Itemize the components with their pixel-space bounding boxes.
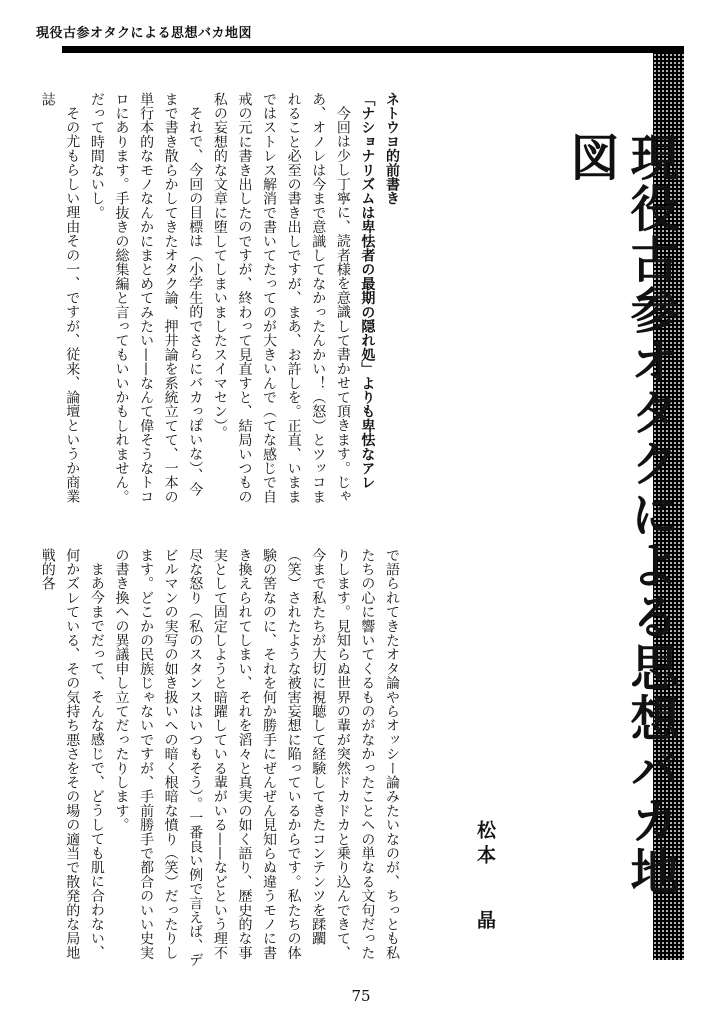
paragraph: まあ今までだって、そんな感じで、どうしても肌に合わない、何かズレている、その気持ち悪さをその場の適当で散発的な局地戦的各 bbox=[39, 548, 105, 960]
paragraph: 今回は少し丁寧に、読者様を意識して書かせて頂きます。じゃあ、オノレは今まで意識してなかったんかい！（怒）とツッコまれること必至の書き出しですが、まあ、お許しを。正直、いままではストレス解消で書いてたってのが大きいんで（てな感じで自戒の元に書き出したのですが、終わって見直すと、結局いつもの私の妄想的な文章に堕してしまいましたスイマセン）。 bbox=[211, 92, 351, 504]
body-upper-block bbox=[39, 92, 404, 510]
body-lower-block bbox=[39, 548, 404, 968]
article-title: 現役古参オタクによる思想バカ地図 bbox=[563, 132, 681, 897]
author-given-name: 晶 bbox=[474, 910, 496, 935]
section-heading: ネトウヨ的前書き bbox=[384, 92, 400, 206]
paragraph: で語られてきたオタ論やらオッシー論みたいなのが、ちっとも私たちの心に響いてくるものがなかったことへの単なる文句だったりします。見知らぬ世界の輩が突然ドカドカと乗り込んできて、今まで私たちが大切に視聴して経験してきたコンテンツを蹂躙（笑）されたような被害妄想に陥っているからです。私たちの体験の筈なのに、それを何か勝手にぜんぜん見知らぬ違うモノに書き換えられてしまい、それを滔々と真実の如く語り、歴史的な事実として固定しようと暗躍している輩がいる——などという理不尽な怒り（私のスタンスはいつもそう）。一番良い例で言えば、デビルマンの実写の如き扱いへの暗く根暗な憤り（笑）だったりします。どこかの民族じゃないですが、手前勝手で都合のいい史実の書き換への異議申し立てだったりします。 bbox=[113, 548, 400, 967]
paragraph: それで、今回の目標は（小学生的でさらにバカっぽいな）、今まで書き散らかしてきたオタク論、押井論を系統立てて、一本の単行本的なモノなんかにまとめてみたい——なんて偉そうなトコロにあります。手抜きの総集編と言ってもいいかもしれません。だって時間ないし。 bbox=[88, 92, 204, 504]
running-head: 現役古参オタクによる思想バカ地図 bbox=[36, 26, 253, 41]
author-family-name: 松本 bbox=[474, 820, 496, 870]
paragraph: その尤もらしい理由その一、ですが、従来、論壇というか商業誌 bbox=[39, 92, 81, 504]
author-byline bbox=[472, 820, 499, 935]
page-number: 75 bbox=[351, 987, 371, 1005]
section-quote: 「ナショナリズムは卑怯者の最期の隠れ処」よりも卑怯なアレ bbox=[359, 92, 376, 490]
top-rule bbox=[62, 46, 684, 53]
